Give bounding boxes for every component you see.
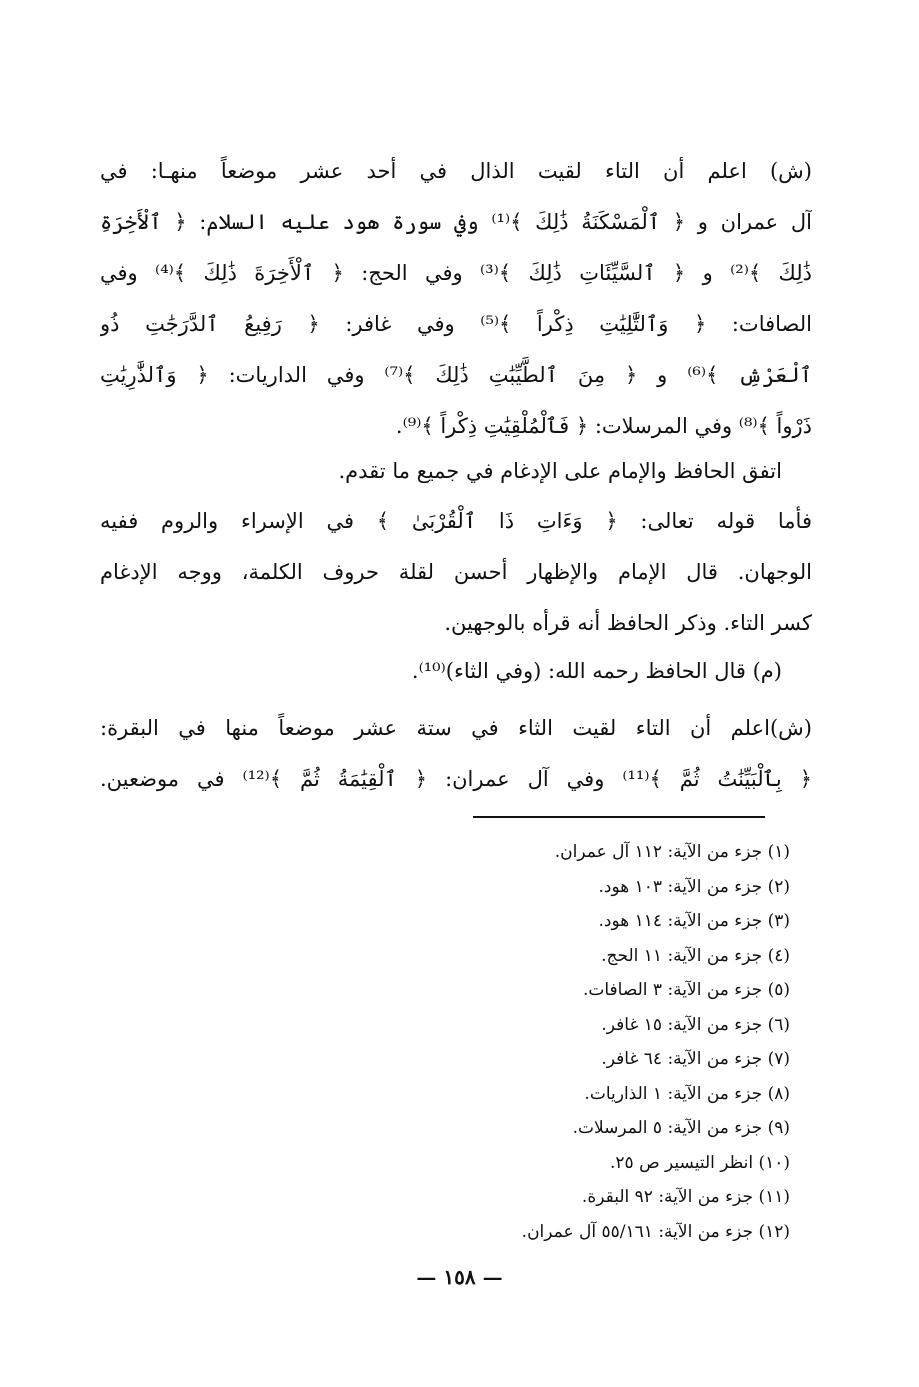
footnote: (١٠) انظر التيسير ص ٢٥. xyxy=(610,1152,790,1173)
footnote: (٣) جزء من الآية: ١١٤ هود. xyxy=(598,911,790,931)
footnote: (٤) جزء من الآية: ١١ الحج. xyxy=(601,945,790,966)
text-line: (ش)اعلم أن التاء لقيت الثاء في ستة عشر موضعاً منها في البقرة: xyxy=(100,716,812,740)
text-line: اتفق الحافظ والإمام على الإدغام في جميع ما تقدم. xyxy=(338,459,782,483)
paragraph-1 xyxy=(100,146,812,452)
paragraph-4 xyxy=(100,646,812,697)
page-number: — ١٥٨ — xyxy=(416,1265,503,1289)
text-line: (ش) اعلم أن التاء لقيت الذال في أحد عشر موضعاً منهـا: في xyxy=(100,159,812,183)
footnote: (٨) جزء من الآية: ١ الذاريات. xyxy=(584,1083,790,1104)
footnotes xyxy=(300,835,790,1249)
footnote: (٥) جزء من الآية: ٣ الصافات. xyxy=(582,980,790,1000)
text-line: ٱلْعَرْشِ ﴾⁽⁶⁾ و ﴿ مِنَ ٱلطَّيِّبَٰتِ ذَٰلِكَ ﴾⁽⁷⁾ وفي الداريات: ﴿ وَٱلذَّٰرِيَٰتِ xyxy=(100,363,812,387)
text-line: آل عمران و ﴿ ٱلْمَسْكَنَةُ ذَٰلِكَ ﴾⁽¹⁾ وفي سورة هود عليه السلام: ﴿ ٱلْأَخِرَةِ xyxy=(100,210,812,234)
text-line: ﴿ بِٱلْبَيِّنَٰتُ ثُمَّ ﴾⁽¹¹⁾ وفي آل عمران: ﴿ ٱلْقِيَٰمَةُ ثُمَّ ﴾⁽¹²⁾ في موضعين. xyxy=(100,767,812,791)
text-line: ذَرْواً ﴾⁽⁸⁾ وفي المرسلات: ﴿ فَٱلْمُلْقِيَٰتِ ذِكْراً ﴾⁽⁹⁾. xyxy=(395,414,812,438)
footnote: (٢) جزء من الآية: ١٠٣ هود. xyxy=(598,876,790,897)
footnote: (٧) جزء من الآية: ٦٤ غافر. xyxy=(601,1049,790,1069)
footnote: (١١) جزء من الآية: ٩٢ البقرة. xyxy=(581,1187,790,1207)
text-line: الوجهان. قال الإمام والإظهار أحسن لقلة حروف الكلمة، ووجه الإدغام xyxy=(100,560,812,584)
text-line: ذَٰلِكَ ﴾⁽²⁾ و ﴿ ٱلسَّيِّئَاتِ ذَٰلِكَ ﴾⁽³⁾ وفي الحج: ﴿ ٱلْأَخِرَةَ ذَٰلِكَ ﴾⁽⁴⁾ وفي xyxy=(100,261,812,285)
footnote: (١) جزء من الآية: ١١٢ آل عمران. xyxy=(554,842,790,862)
text-line: فأما قوله تعالى: ﴿ وَءَاتِ ذَا ٱلْقُرْبَىٰ ﴾ في الإسراء والروم ففيه xyxy=(100,509,812,533)
text-line: كسر التاء. وذكر الحافظ أنه قرأه بالوجهين. xyxy=(444,611,812,635)
footnote-separator xyxy=(473,816,765,818)
footnote: (١٢) جزء من الآية: ٥٥/١٦١ آل عمران. xyxy=(521,1221,790,1242)
text-line: (م) قال الحافظ رحمه الله: (وفي الثاء)⁽¹⁰⁾. xyxy=(411,659,782,683)
footnote: (٩) جزء من الآية: ٥ المرسلات. xyxy=(572,1118,790,1138)
paragraph-5 xyxy=(100,703,812,805)
paragraph-2 xyxy=(100,446,812,497)
footnote: (٦) جزء من الآية: ١٥ غافر. xyxy=(601,1014,790,1035)
paragraph-3 xyxy=(100,496,812,649)
text-line: الصافات: ﴿ وَٱلتَّٰلِيَٰتِ ذِكْراً ﴾⁽⁵⁾ وفي غافر: ﴿ رَفِيعُ ٱلدَّرَجَٰتِ ذُو xyxy=(100,312,812,336)
